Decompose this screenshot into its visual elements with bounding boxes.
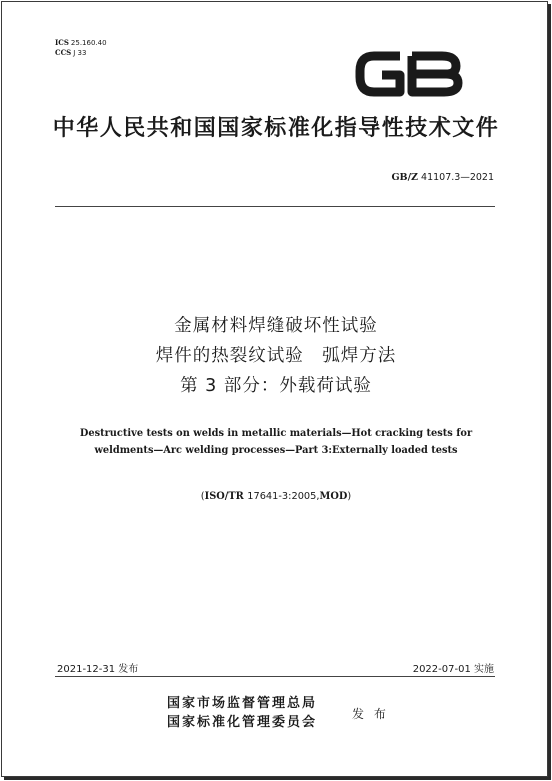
- issuer-samr: 国家市场监督管理总局: [167, 696, 318, 711]
- chinese-title-line-1: 金属材料焊缝破坏性试验: [174, 316, 378, 336]
- top-divider: [55, 206, 495, 207]
- iso-mod: MOD: [319, 491, 348, 502]
- chinese-title-line-3: 第 3 部分：外载荷试验: [180, 376, 372, 396]
- ccs-code: [55, 48, 107, 58]
- implement-date: 2022-07-01 实施: [412, 664, 494, 675]
- english-title-line-2: weldments—Arc welding processes—Part 3:Externally loaded tests: [94, 445, 458, 456]
- chinese-title-line-2: 焊件的热裂纹试验 弧焊方法: [155, 346, 397, 366]
- standard-number: [391, 172, 494, 183]
- english-title-line-1: Destructive tests on welds in metallic materials—Hot cracking tests for: [79, 428, 473, 439]
- iso-open-paren: (: [200, 491, 205, 502]
- iso-close-paren: ): [347, 491, 352, 502]
- gb-logo: [352, 44, 464, 102]
- standard-number-value: 41107.3—2021: [421, 172, 494, 183]
- iso-number: 17641-3:2005,: [247, 491, 320, 502]
- classification-codes: [55, 38, 107, 58]
- header-title: 中华人民共和国国家标准化指导性技术文件: [52, 115, 500, 141]
- issuers: [167, 694, 317, 732]
- issuer-sac: 国家标准化管理委员会: [167, 715, 318, 730]
- ccs-value: J 33: [73, 49, 87, 57]
- publish-date: 2021-12-31 发布: [57, 664, 139, 675]
- iso-label: ISO/TR: [204, 491, 244, 502]
- release-label: 发 布: [352, 707, 389, 721]
- ccs-label: CCS: [55, 48, 72, 57]
- ics-value: 25.160.40: [70, 39, 107, 47]
- standard-prefix: GB/Z: [391, 172, 418, 183]
- iso-reference: [0, 491, 552, 502]
- ics-label: ICS: [55, 38, 69, 47]
- ics-code: [55, 38, 107, 48]
- bottom-divider: [55, 676, 495, 677]
